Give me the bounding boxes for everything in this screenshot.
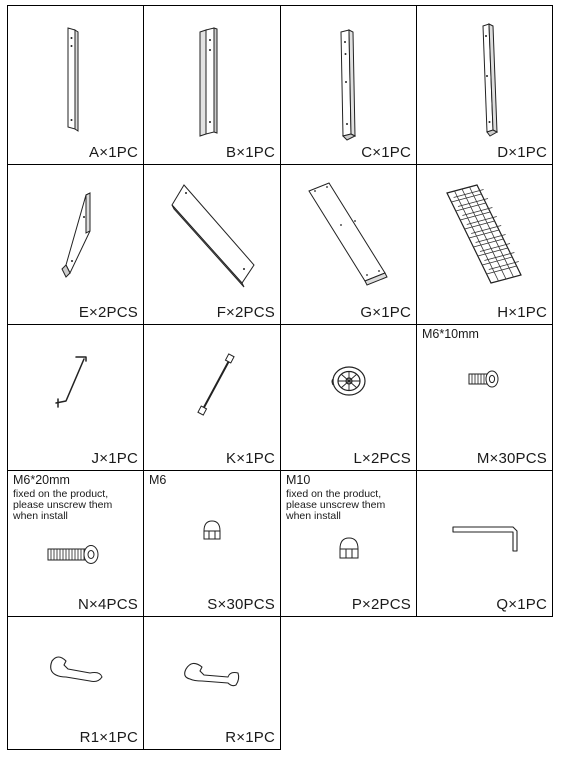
grid-shelf-icon <box>417 165 554 326</box>
part-label: K×1PC <box>226 450 275 467</box>
part-label: Q×1PC <box>496 596 547 613</box>
part-cell-r1 <box>7 616 144 750</box>
part-cell-m <box>416 324 553 471</box>
part-note: fixed on the product, please unscrew them when install <box>13 488 113 522</box>
part-label: E×2PCS <box>78 304 138 321</box>
part-cell-c <box>280 5 417 165</box>
part-label: D×1PC <box>497 144 547 161</box>
part-label: H×1PC <box>497 304 547 321</box>
upright-post-icon <box>144 6 282 166</box>
upright-post-icon <box>8 6 145 166</box>
part-label: J×1PC <box>91 450 138 467</box>
part-cell-e <box>7 164 144 325</box>
part-spec: M6 <box>149 473 167 487</box>
part-label: R×1PC <box>225 729 275 746</box>
part-cell-l <box>280 324 417 471</box>
part-note: fixed on the product, please unscrew them when install <box>286 488 386 522</box>
part-cell-d <box>416 5 553 165</box>
part-cell-r <box>143 616 281 750</box>
part-cell-j <box>7 324 144 471</box>
part-cell-s <box>143 470 281 617</box>
part-label: C×1PC <box>361 144 411 161</box>
part-cell-q <box>416 470 553 617</box>
part-cell-n <box>7 470 144 617</box>
flat-panel-icon <box>281 165 418 326</box>
part-cell-h <box>416 164 553 325</box>
part-label: B×1PC <box>226 144 275 161</box>
part-cell-f <box>143 164 281 325</box>
part-label: P×2PCS <box>351 596 411 613</box>
part-label: S×30PCS <box>207 596 275 613</box>
side-bracket-icon <box>8 165 145 326</box>
part-label: N×4PCS <box>78 596 138 613</box>
part-label: L×2PCS <box>353 450 411 467</box>
part-label: G×1PC <box>360 304 411 321</box>
part-cell-k <box>143 324 281 471</box>
part-cell-g <box>280 164 417 325</box>
upright-post-icon <box>281 6 418 166</box>
part-label: A×1PC <box>89 144 138 161</box>
angled-panel-icon <box>144 165 282 326</box>
part-cell-p <box>280 470 417 617</box>
part-spec: M6*10mm <box>422 327 479 341</box>
part-spec: M10 <box>286 473 311 487</box>
part-cell-a <box>7 5 144 165</box>
upright-post-icon <box>417 6 554 166</box>
part-label: M×30PCS <box>476 450 547 467</box>
part-spec: M6*20mm <box>13 473 70 487</box>
part-cell-b <box>143 5 281 165</box>
part-label: R1×1PC <box>79 729 138 746</box>
part-label: F×2PCS <box>216 304 275 321</box>
